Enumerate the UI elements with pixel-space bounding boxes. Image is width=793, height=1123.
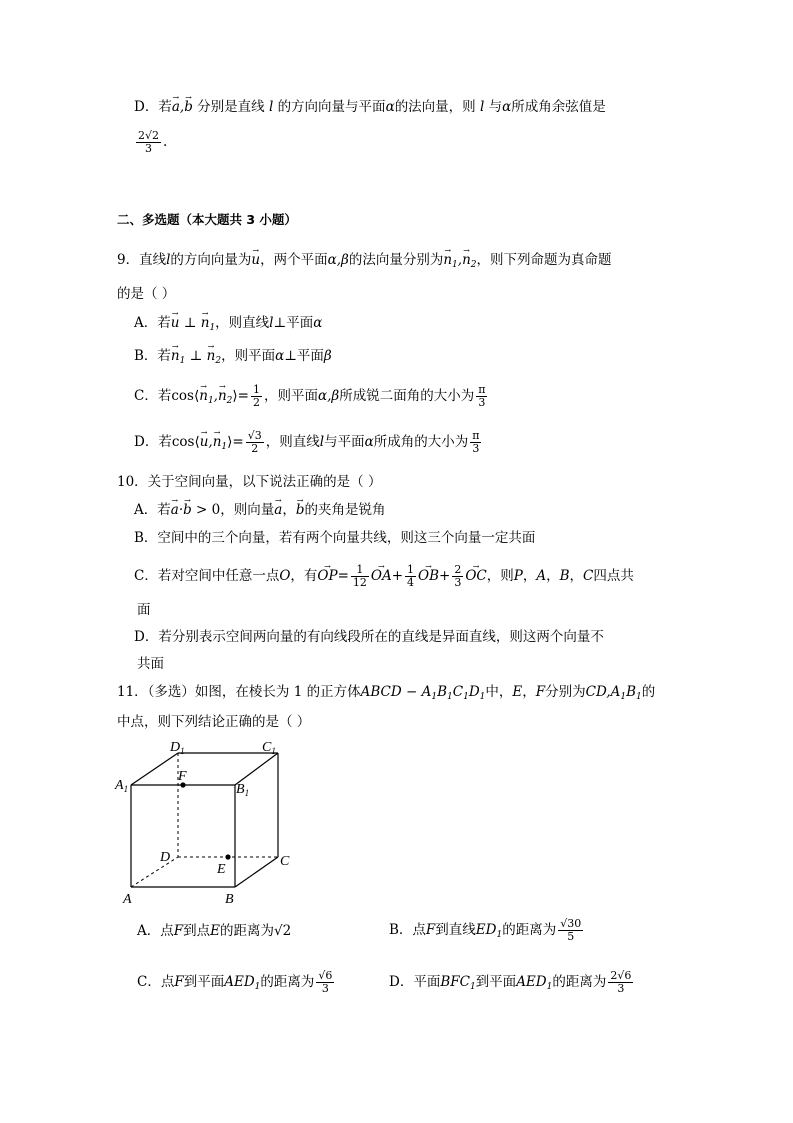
svg-text:D1: $D_1$ [170, 740, 185, 756]
svg-text:C: C [280, 854, 290, 869]
svg-text:E: E [217, 862, 226, 877]
q9-stem-line1: 9．直线l的方向向量为→ u，两个平面α,β的法向量分别为→ $n_1,\to n_2$，则下列命题为真命题 [117, 250, 612, 275]
q10-option-d-line1: D．若分别表示空间两向量的有向线段所在的直线是异面直线，则这两个向量不 [134, 629, 604, 645]
q9-stem-line2: 的是（ ） [117, 286, 176, 302]
svg-text:A: A [123, 892, 132, 907]
q11-option-d: D．平面$BFC_1$到平面$AED_1$的距离为 $\frac{2√6}{3}$ [389, 969, 632, 995]
q11-option-a: A．点F到点E的距离为√2 [137, 923, 292, 939]
edge-a-d-hidden [131, 857, 178, 887]
q10-option-b: B．空间中的三个向量，若有两个向量共线，则这三个向量一定共面 [134, 530, 536, 546]
q9-option-b: B．若→ $n_1$ ⊥ → $n_2$，则平面α⊥平面β [134, 346, 332, 371]
edge-a1-d1 [131, 753, 178, 785]
section-title: 二、多选题（本大题共 3 小题） [117, 212, 297, 227]
q11-stem-line2: 中点，则下列结论正确的是（ ） [117, 714, 311, 730]
q11-stem-line1: 11．（多选）如图，在棱长为 1 的正方体ABCD − $A_1B_1C_1D_1$中，E，F分别为$CD,A_1B_1$的 [117, 684, 656, 702]
q8-answer-fraction: $\frac{2√2}{3}$ . [138, 129, 168, 155]
q9-option-d: D．若cos⟨→ $u,\to n_1⟩=$ $\frac{√3}{2}$ ，则直线l与平面α所成角的大小为 $\frac{\pi}{3}$ [134, 430, 483, 457]
point-e [225, 854, 230, 859]
svg-text:C1: $C_1$ [262, 740, 276, 756]
q10-option-d-line2: 共面 [137, 656, 164, 672]
q10-option-c: C．若对空间中任意一点O，有→ OP= $\frac{1}{12}$ → OA+ $\frac{1}{4}$ → OB+ $\frac{2}{3}$ → OC，则P，A，B，C四点共 [134, 564, 634, 589]
q10-option-a: A．若→ a·→ b > 0，则向量→ a，→ b的夹角是锐角 [134, 500, 385, 520]
edge-b-c [235, 857, 278, 887]
svg-text:F: F [178, 769, 187, 784]
svg-text:A1: $A_1$ [115, 778, 129, 794]
q10-stem: 10．关于空间向量，以下说法正确的是（ ） [117, 474, 382, 490]
edge-b1-c1 [235, 753, 278, 785]
vec-a-b: → a,→ b [172, 99, 193, 115]
svg-text:B: B [225, 892, 234, 907]
q11-option-c: C．点F到平面$AED_1$的距离为 $\frac{√6}{3}$ [137, 969, 333, 995]
q10-option-c-line2: 面 [137, 602, 151, 618]
q8-option-d: D．若→ a,→ b 分别是直线 l 的方向向量与平面α的法向量，则 l 与α所成角余弦值是 [134, 97, 606, 117]
svg-text:B1: $B_1$ [236, 782, 250, 798]
q9-option-c: C．若cos⟨→ $n_1,\to$ $n_2⟩=$ $\frac{1}{2}$ ，则平面α,β所成锐二面角的大小为 $\frac{\pi}{3}$ [134, 384, 489, 411]
svg-text:D: D [160, 850, 171, 865]
q11-option-b: B．点F到直线$ED_1$的距离为 $\frac{√30}{5}$ [389, 917, 582, 943]
cube-figure [110, 735, 310, 910]
q9-option-a: A．若→ u ⊥ → $n_1$，则直线l⊥平面α [134, 313, 322, 338]
